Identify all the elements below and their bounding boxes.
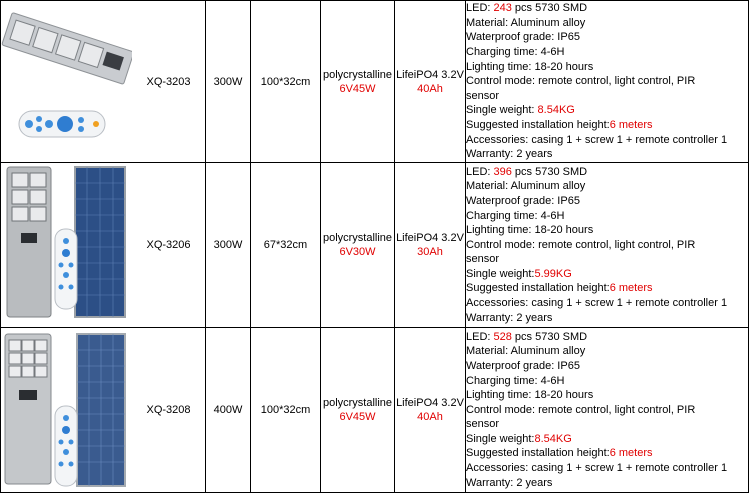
lighting-line: Lighting time: 18-20 hours [466, 224, 594, 237]
led-count: 396 [493, 165, 512, 178]
material-line: Material: Aluminum alloy [466, 345, 586, 358]
size-value: 100*32cm [251, 1, 321, 163]
product-image-cell [1, 328, 132, 493]
led-suffix: pcs 5730 SMD [511, 165, 588, 178]
power-rating: 400W [206, 328, 251, 493]
install-value: 6 meters [609, 118, 653, 131]
control-line: Control mode: remote control, light control, PIR [466, 238, 696, 251]
warranty-line: Warranty: 2 years [466, 148, 553, 161]
battery-capacity: 30Ah [417, 246, 443, 258]
install-value: 6 meters [609, 447, 653, 460]
panel-type: polycrystalline [322, 232, 393, 244]
description-cell [466, 1, 749, 163]
install-value: 6 meters [609, 282, 653, 295]
warranty-line: Warranty: 2 years [466, 476, 553, 489]
panel-type: polycrystalline [322, 68, 393, 81]
waterproof-line: Waterproof grade: IP65 [466, 194, 580, 207]
control-line: Control mode: remote control, light control, PIR [466, 75, 696, 88]
street-light-photo [1, 163, 132, 327]
accessories-line: Accessories: casing 1 + screw 1 + remote controller 1 [466, 133, 728, 146]
battery-cell [395, 1, 466, 163]
install-label: Suggested installation height: [466, 447, 610, 460]
description-cell [466, 328, 749, 493]
solar-panel-cell [321, 1, 395, 163]
waterproof-line: Waterproof grade: IP65 [466, 31, 580, 44]
size-value: 67*32cm [251, 163, 321, 328]
control-line-cont: sensor [466, 418, 500, 431]
size-value: 100*32cm [251, 328, 321, 493]
charging-line: Charging time: 4-6H [466, 209, 565, 222]
install-label: Suggested installation height: [466, 118, 610, 131]
led-label: LED: [466, 330, 494, 343]
weight-value: 8.54KG [534, 432, 572, 445]
panel-spec: 6V45W [339, 82, 376, 95]
battery-cell [395, 328, 466, 493]
panel-type: polycrystalline [322, 397, 393, 409]
solar-panel-cell [321, 328, 395, 493]
weight-line [466, 432, 748, 447]
lighting-line: Lighting time: 18-20 hours [466, 60, 594, 73]
model-number: XQ-3206 [132, 163, 206, 328]
battery-type: LifeiPO4 3.2V [396, 68, 464, 81]
led-line [466, 330, 748, 345]
led-count: 528 [493, 330, 512, 343]
lighting-line: Lighting time: 18-20 hours [466, 389, 594, 402]
solar-panel-cell [321, 163, 395, 328]
table-row [1, 328, 749, 493]
model-number: XQ-3208 [132, 328, 206, 493]
install-line [466, 446, 748, 461]
panel-spec: 6V30W [339, 246, 376, 258]
install-line [466, 118, 748, 133]
warranty-line: Warranty: 2 years [466, 311, 553, 324]
material-line: Material: Aluminum alloy [466, 180, 586, 193]
accessories-line: Accessories: casing 1 + screw 1 + remote controller 1 [466, 462, 728, 475]
weight-label: Single weight: [466, 267, 535, 280]
weight-value: 5.99KG [534, 267, 572, 280]
waterproof-line: Waterproof grade: IP65 [466, 359, 580, 372]
install-label: Suggested installation height: [466, 282, 610, 295]
led-suffix: pcs 5730 SMD [511, 330, 588, 343]
led-suffix: pcs 5730 SMD [511, 2, 588, 15]
battery-type: LifeiPO4 3.2V [396, 232, 464, 244]
power-rating: 300W [206, 163, 251, 328]
led-line [466, 165, 748, 180]
control-line-cont: sensor [466, 253, 500, 266]
power-rating: 300W [206, 1, 251, 163]
product-image-cell [1, 163, 132, 328]
led-label: LED: [466, 2, 494, 15]
accessories-line: Accessories: casing 1 + screw 1 + remote controller 1 [466, 297, 728, 310]
battery-type: LifeiPO4 3.2V [396, 397, 464, 409]
led-line [466, 1, 748, 16]
charging-line: Charging time: 4-6H [466, 374, 565, 387]
battery-capacity: 40Ah [417, 82, 443, 95]
led-count: 243 [493, 2, 512, 15]
control-line-cont: sensor [466, 89, 500, 102]
weight-value: 8.54KG [537, 104, 575, 117]
install-line [466, 281, 748, 296]
led-label: LED: [466, 165, 494, 178]
battery-cell [395, 163, 466, 328]
panel-spec: 6V45W [339, 411, 376, 423]
description-cell [466, 163, 749, 328]
material-line: Material: Aluminum alloy [466, 16, 586, 29]
control-line: Control mode: remote control, light control, PIR [466, 403, 696, 416]
model-number: XQ-3203 [132, 1, 206, 163]
weight-line [466, 267, 748, 282]
table-row [1, 1, 749, 163]
battery-capacity: 40Ah [417, 411, 443, 423]
street-light-photo [1, 1, 132, 162]
table-row [1, 163, 749, 328]
weight-line [466, 103, 748, 118]
product-image-cell [1, 1, 132, 163]
weight-label: Single weight: [466, 104, 538, 117]
weight-label: Single weight: [466, 432, 535, 445]
charging-line: Charging time: 4-6H [466, 46, 565, 59]
street-light-photo [1, 328, 132, 492]
